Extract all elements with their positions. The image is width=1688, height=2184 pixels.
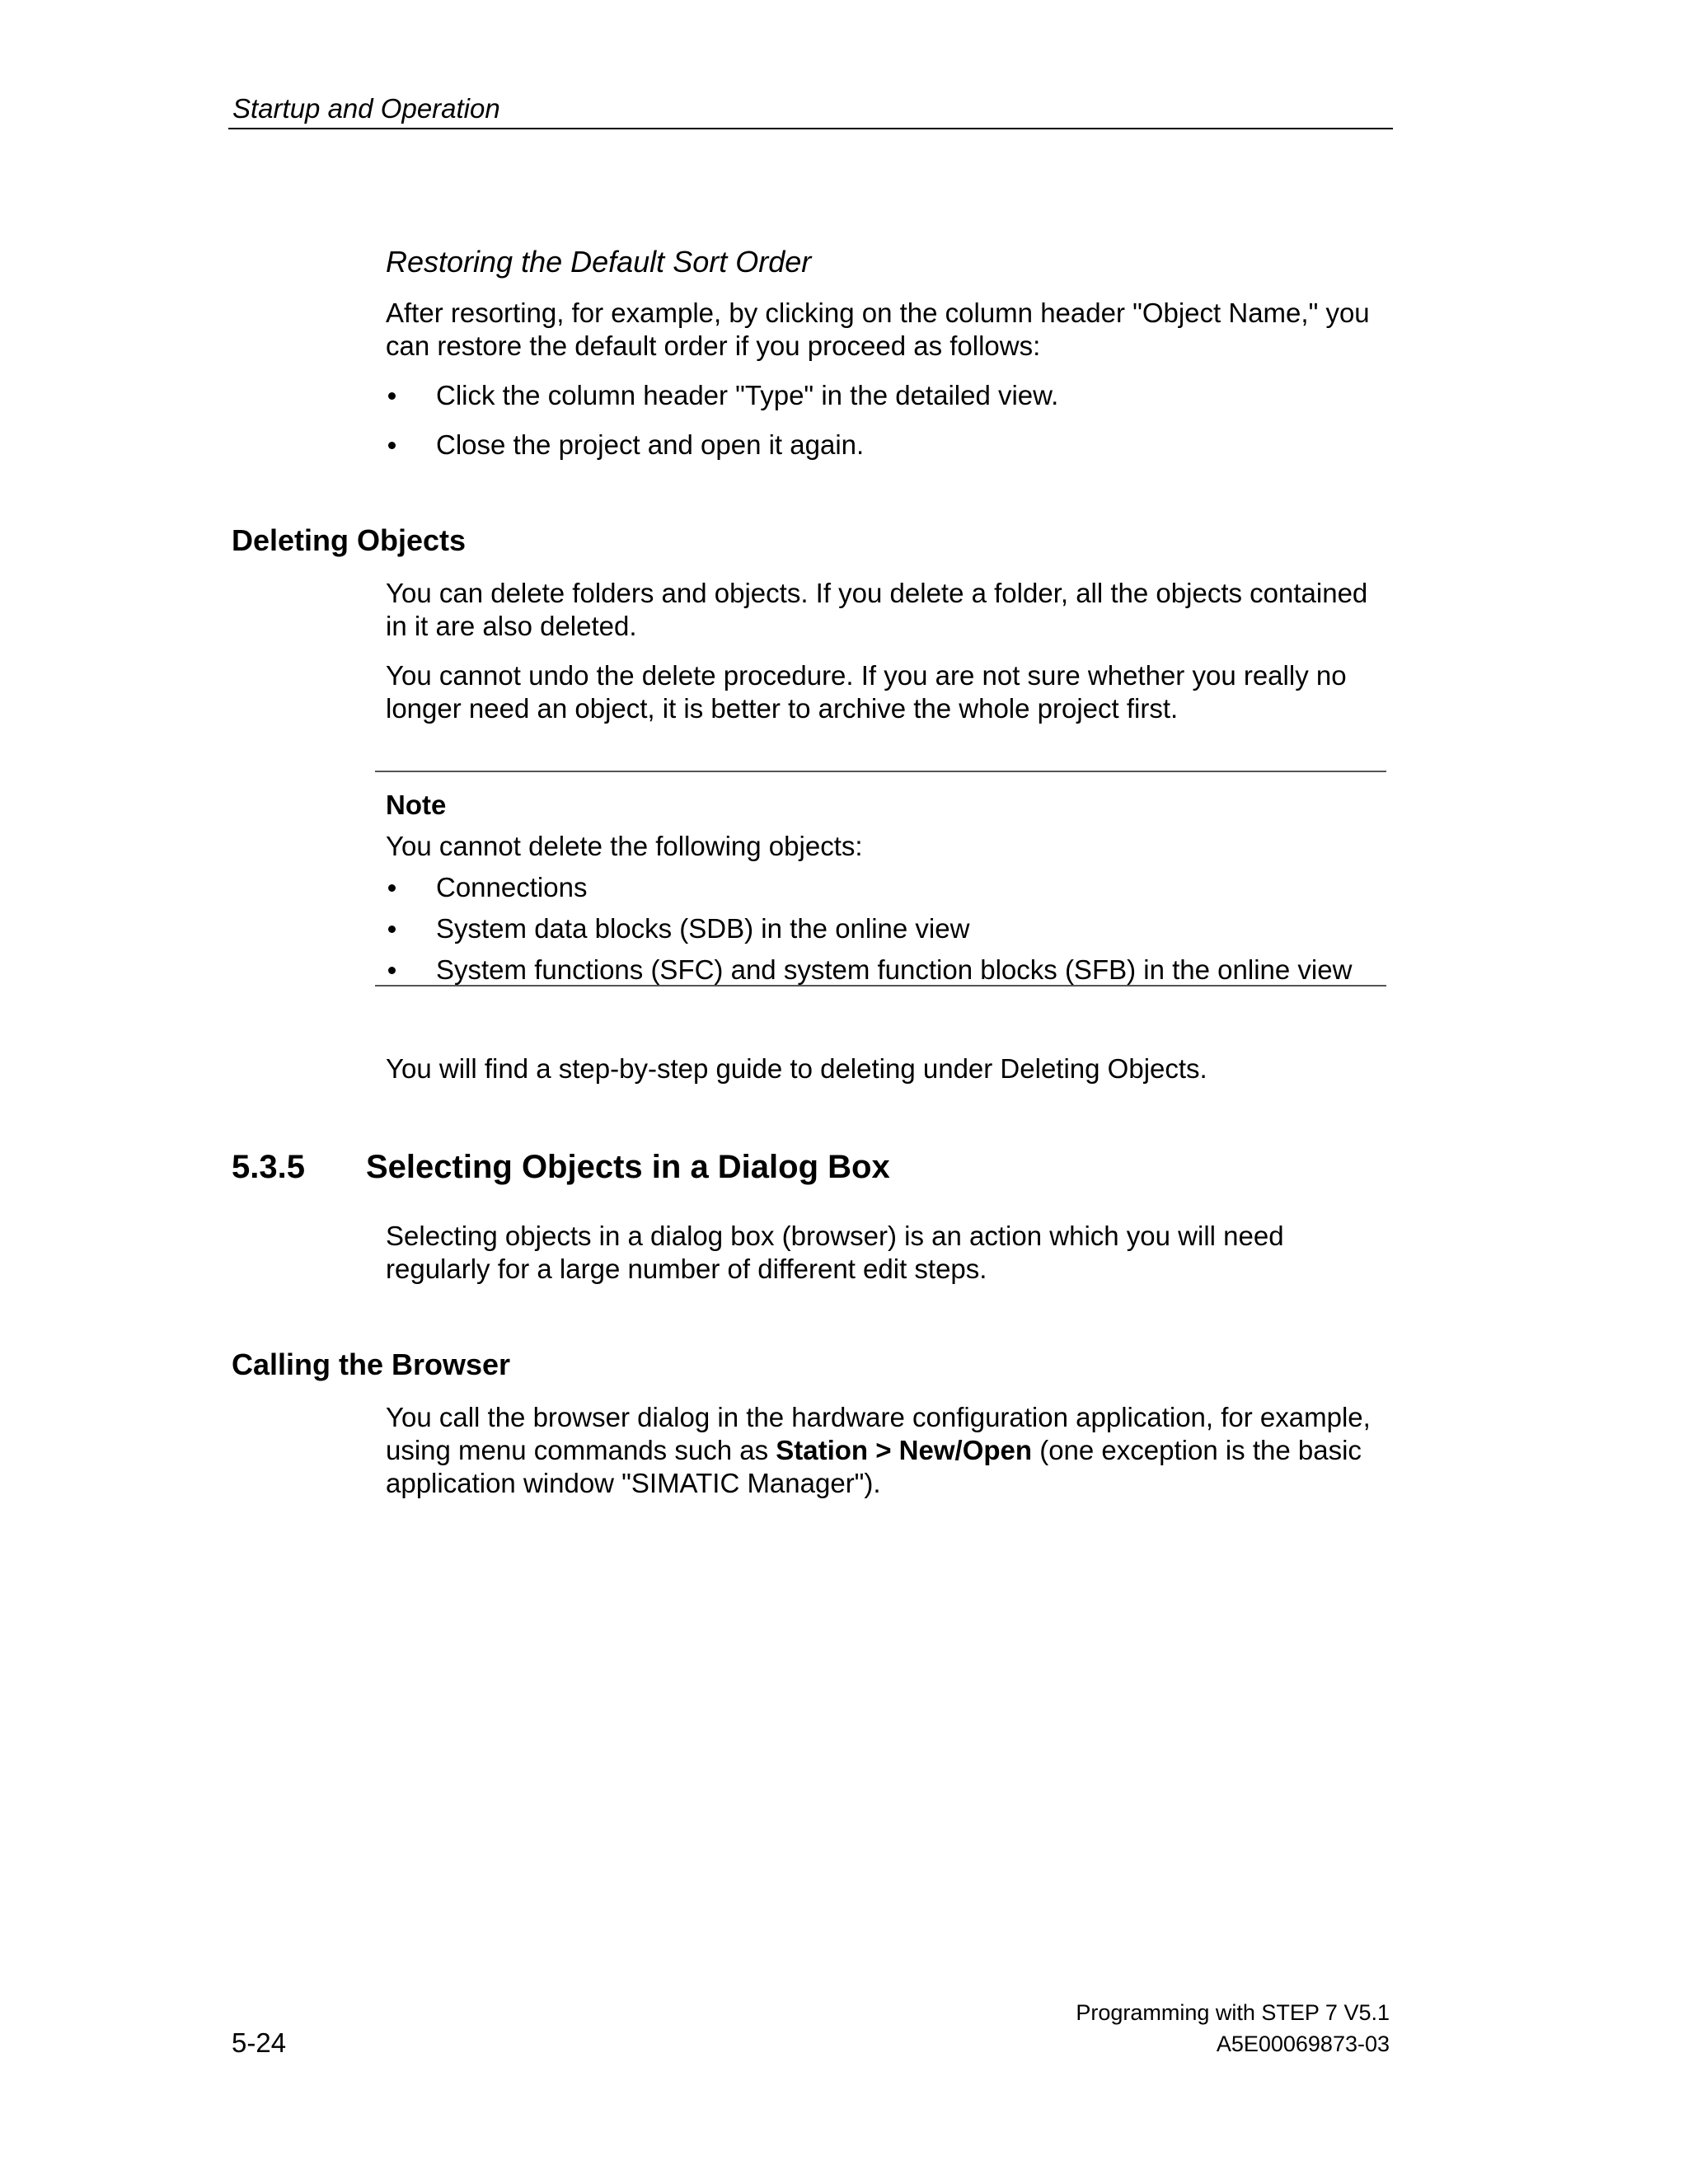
deleting-p1-line-1: You can delete folders and objects. If you delete a folder, all the objects contained bbox=[386, 578, 1368, 608]
section-paragraph-line-2: regularly for a large number of different edit steps. bbox=[386, 1254, 987, 1284]
deleting-p2-line-2: longer need an object, it is better to archive the whole project first. bbox=[386, 693, 1179, 724]
deleting-p1-line-2: in it are also deleted. bbox=[386, 611, 637, 641]
calling-line-2 bbox=[386, 1434, 1362, 1467]
note-intro: You cannot delete the following objects: bbox=[386, 831, 863, 861]
heading-calling-browser: Calling the Browser bbox=[232, 1347, 511, 1381]
header-rule bbox=[228, 128, 1393, 129]
running-header: Startup and Operation bbox=[232, 93, 500, 124]
restoring-paragraph-line-1: After resorting, for example, by clicking on the column header "Object Name," you bbox=[386, 298, 1370, 328]
restoring-paragraph-line-2: can restore the default order if you proceed as follows: bbox=[386, 330, 1041, 361]
note-bottom-rule bbox=[375, 985, 1386, 987]
note-title: Note bbox=[386, 790, 447, 820]
footer-doc-title: Programming with STEP 7 V5.1 bbox=[1076, 2000, 1390, 2025]
section-title: Selecting Objects in a Dialog Box bbox=[366, 1149, 890, 1185]
footer-doc-id: A5E00069873-03 bbox=[1216, 2032, 1390, 2056]
calling-line-3: application window "SIMATIC Manager"). bbox=[386, 1468, 881, 1498]
heading-deleting-objects: Deleting Objects bbox=[232, 523, 467, 557]
note-top-rule bbox=[375, 771, 1386, 772]
calling-line-2-pre: using menu commands such as bbox=[386, 1435, 776, 1465]
calling-line-2-post: (one exception is the basic bbox=[1032, 1435, 1362, 1465]
section-number: 5.3.5 bbox=[232, 1149, 305, 1185]
deleting-p2-line-1: You cannot undo the delete procedure. If you are not sure whether you really no bbox=[386, 660, 1347, 691]
menu-command: Station > New/Open bbox=[776, 1435, 1033, 1465]
page-number: 5-24 bbox=[232, 2027, 287, 2058]
deleting-guide: You will find a step-by-step guide to deleting under Deleting Objects. bbox=[386, 1053, 1207, 1084]
subsection-title-restoring: Restoring the Default Sort Order bbox=[386, 245, 812, 279]
calling-line-1: You call the browser dialog in the hardware configuration application, for example, bbox=[386, 1402, 1371, 1432]
section-paragraph-line-1: Selecting objects in a dialog box (browser) is an action which you will need bbox=[386, 1221, 1284, 1251]
